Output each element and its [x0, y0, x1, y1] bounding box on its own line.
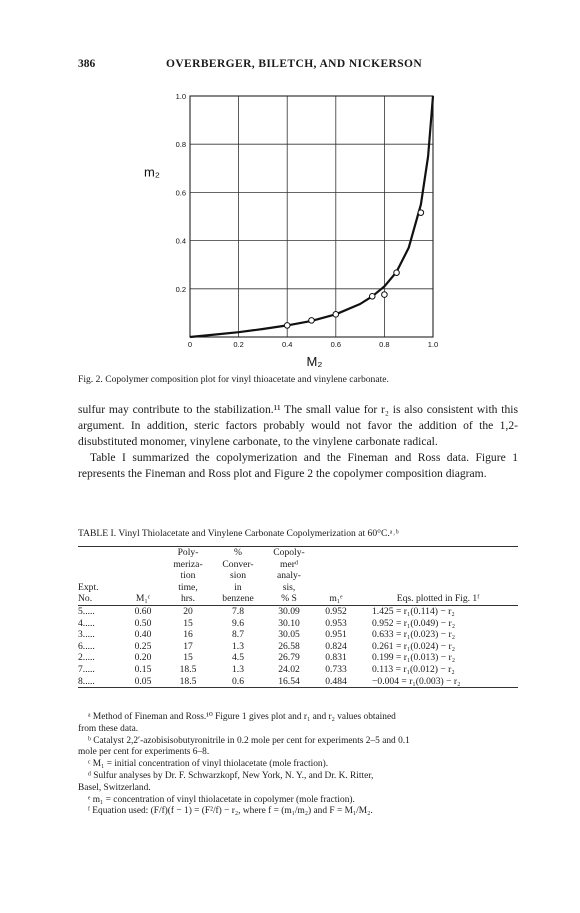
table-cell: −0.004 = r₁(0.003) − r₂	[358, 676, 518, 688]
table-cell: 0.20	[134, 652, 152, 664]
x-tick-label: 0.4	[281, 340, 293, 349]
table-cell: 16.54	[264, 676, 314, 688]
x-axis-label: M₂	[306, 354, 323, 369]
composition-curve	[190, 96, 433, 337]
table-row	[78, 629, 518, 641]
table-cell: 9.6	[232, 617, 244, 629]
table-cell: 4.5	[232, 652, 244, 664]
th-eqs: Eqs. plotted in Fig. 1ᶠ	[358, 593, 518, 605]
footnote-a-cont: from these data.	[78, 723, 139, 734]
table-cell: 0.113 = r₁(0.012) − r₂	[372, 663, 455, 675]
table-cell: 8.....	[78, 676, 122, 688]
y-tick-label: 0.6	[175, 188, 186, 198]
table-cell: 17	[183, 640, 193, 652]
table-cell: 0.261 = r₁(0.024) − r₂	[372, 640, 456, 652]
footnotes	[78, 712, 518, 818]
y-tick-label: 0.8	[175, 140, 186, 150]
page-number: 386	[78, 58, 96, 70]
th-time-5: hrs.	[164, 593, 212, 605]
running-head: OVERBERGER, BILETCH, AND NICKERSON	[166, 58, 423, 70]
data-point	[333, 312, 339, 318]
table-cell: 0.831	[325, 652, 347, 664]
th-time-3: tion	[180, 570, 196, 582]
y-tick-label: 0.2	[175, 284, 186, 294]
x-tick-label: 0	[187, 340, 193, 349]
footnote-b-cont: mole per cent for experiments 6–8.	[78, 747, 210, 758]
th-conv-5: benzene	[212, 593, 264, 605]
plot-frame	[190, 96, 433, 337]
table-cell: 15	[183, 617, 193, 629]
th-expt-1: Expt.	[78, 581, 99, 593]
table-row	[78, 618, 518, 630]
table-cell: 26.79	[278, 652, 300, 664]
y-tick-label: 1.0	[175, 92, 186, 101]
table-row	[78, 676, 518, 688]
th-time-1: Poly-	[164, 547, 212, 559]
table-cell: 1.3	[232, 663, 244, 675]
footnote-c: ᶜ M₁ = initial concentration of vinyl thiolacetate (mole fraction).	[88, 759, 329, 770]
y-tick-label: 0.4	[175, 236, 186, 246]
x-tick-label: 1.0	[427, 340, 439, 349]
th-m1: m₁ᵉ	[314, 593, 358, 605]
footnote-d-cont: Basel, Switzerland.	[78, 782, 151, 793]
th-sulfur-4: sis,	[282, 581, 296, 593]
footnote-d: ᵈ Sulfur analyses by Dr. F. Schwarzkopf, New York, N. Y., and Dr. K. Ritter,	[88, 770, 374, 781]
x-tick-label: 0.6	[330, 340, 342, 349]
data-point	[369, 293, 375, 299]
table-cell: 26.58	[278, 640, 300, 652]
table-cell: 16	[183, 629, 193, 641]
table-cell: 7.8	[232, 605, 244, 617]
table-cell: 0.824	[325, 640, 347, 652]
data-point	[284, 323, 290, 329]
table-cell: 15	[183, 652, 193, 664]
table-cell: 0.199 = r₁(0.013) − r₂	[372, 652, 456, 664]
table-cell: 30.10	[278, 617, 300, 629]
table-cell: 8.7	[232, 629, 244, 641]
table-cell: 7.....	[78, 663, 95, 675]
table-cell: 18.5	[179, 663, 197, 675]
paragraph-2: Table I summarized the copolymerization and the Fineman and Ross data. Figure 1 represents the Fineman and Ross plot and Figure 2 the copolymer composition diagram.	[78, 451, 518, 480]
data-point	[418, 210, 424, 216]
data-point	[309, 318, 315, 324]
footnote-e: ᵉ m₁ = concentration of vinyl thiolacetate in copolymer (mole fraction).	[88, 794, 355, 805]
th-expt-2: No.	[78, 593, 122, 605]
body-text	[78, 402, 518, 482]
table-cell: 0.952 = r₁(0.049) − r₂	[372, 617, 456, 629]
table-cell: 0.60	[134, 605, 152, 617]
data-table	[78, 546, 518, 688]
table-row	[78, 641, 518, 653]
paragraph-1: sulfur may contribute to the stabilization.¹¹ The small value for r₂ is also consistent with this argument. In addition, steric factors probably would not favor the addition of the 1,2-disubstituted monomer, vinylene carbonate, to the vinylene carbonate radical.	[78, 403, 518, 448]
x-tick-label: 0.8	[379, 340, 390, 349]
table-cell: 0.40	[134, 629, 152, 641]
th-conv-4: in	[234, 581, 242, 593]
table-cell: 4.....	[78, 617, 95, 629]
footnote-a: ᵃ Method of Fineman and Ross.¹⁰ Figure 1 gives plot and r₁ and r₂ values obtained	[88, 712, 396, 722]
footnote-b: ᵇ Catalyst 2,2′-azobisisobutyronitrile in 0.2 mole per cent for experiments 2–5 and 0.1	[88, 735, 410, 746]
table-cell: 1.425 = r₁(0.114) − r₂	[372, 605, 455, 617]
table-cell: 30.05	[278, 629, 300, 641]
table-cell: 0.952	[325, 605, 347, 617]
table-cell: 3.....	[78, 629, 95, 641]
th-conv-2: Conver-	[222, 558, 254, 570]
table-cell: 5.....	[78, 605, 95, 617]
table-row	[78, 664, 518, 676]
data-point	[382, 292, 388, 298]
table-cell: 1.3	[232, 640, 244, 652]
table-row	[78, 652, 518, 664]
table-cell: 24.02	[278, 663, 300, 675]
table-cell: 0.50	[134, 617, 152, 629]
table-cell: 6.....	[78, 640, 95, 652]
th-conv-1: %	[212, 547, 264, 559]
table-cell: 20	[183, 605, 193, 617]
table-cell: 0.05	[122, 676, 164, 688]
table-caption: TABLE I. Vinyl Thiolacetate and Vinylene Carbonate Copolymerization at 60°C.ᵃ˒ᵇ	[78, 528, 399, 539]
table-cell: 0.951	[325, 629, 347, 641]
th-sulfur-5: % S	[264, 593, 314, 605]
table-cell: 0.25	[134, 640, 152, 652]
table-cell: 0.484	[314, 676, 358, 688]
table-cell: 0.6	[212, 676, 264, 688]
th-sulfur-3: analy-	[277, 570, 301, 582]
table-cell: 0.733	[325, 663, 347, 675]
table-cell: 18.5	[164, 676, 212, 688]
table-cell: 30.09	[278, 605, 300, 617]
th-time-4: time,	[178, 581, 198, 593]
table-row	[78, 605, 518, 617]
figure-caption: Fig. 2. Copolymer composition plot for vinyl thioacetate and vinylene carbonate.	[78, 374, 389, 385]
th-time-2: meriza-	[173, 558, 203, 570]
table-cell: 0.633 = r₁(0.023) − r₂	[372, 629, 456, 641]
y-axis-label: m₂	[144, 164, 160, 180]
th-conv-3: sion	[230, 570, 246, 582]
table-cell: 0.15	[134, 663, 152, 675]
th-sulfur-2: merᵈ	[280, 558, 298, 570]
composition-chart	[0, 0, 580, 372]
th-M1: M₁ᶜ	[122, 593, 164, 605]
table-cell: 2.....	[78, 652, 95, 664]
table-cell: 0.953	[325, 617, 347, 629]
data-point	[394, 270, 400, 276]
x-tick-label: 0.2	[233, 340, 244, 349]
footnote-f: ᶠ Equation used: (F/f)(f − 1) = (F²/f) − r₂, where f = (m₁/m₂) and F = M₁/M₂.	[88, 806, 373, 817]
th-sulfur-1: Copoly-	[264, 547, 314, 559]
